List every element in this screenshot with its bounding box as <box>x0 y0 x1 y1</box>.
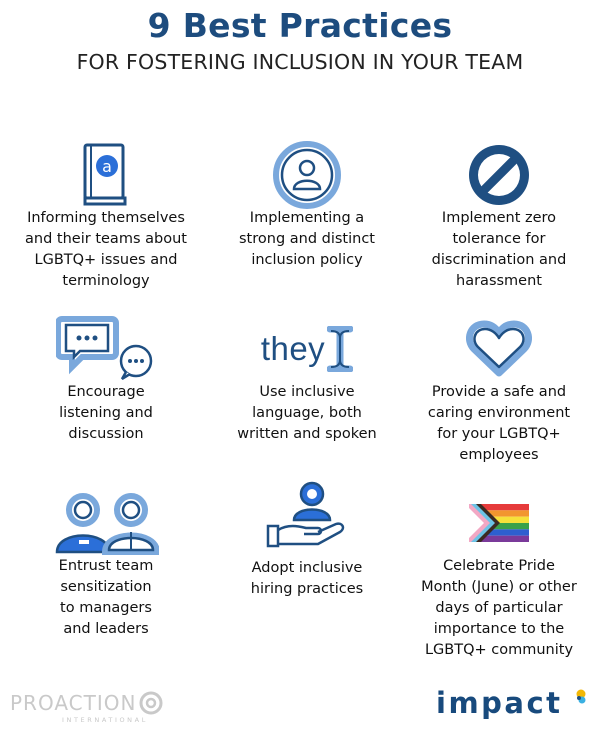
caption-line: Entrust team <box>58 558 154 574</box>
caption-line: Encourage <box>67 384 145 400</box>
caption-line: language, both <box>252 405 362 421</box>
caption-line: harassment <box>456 273 542 289</box>
caption-line: Provide a safe and <box>431 384 567 400</box>
caption-line: to managers <box>60 600 152 616</box>
practice-6-caption <box>399 382 599 466</box>
caption-line: inclusion policy <box>251 252 363 268</box>
caption-line: and leaders <box>63 621 149 637</box>
practice-7-caption <box>6 556 206 640</box>
caption-line: LGBTQ+ issues and <box>34 252 178 268</box>
practice-5-caption <box>207 382 407 445</box>
caption-line: Adopt inclusive <box>251 560 363 576</box>
caption-line: for your LGBTQ+ <box>437 426 561 442</box>
caption-line: Celebrate Pride <box>443 558 555 574</box>
they-icon-text: they <box>260 330 326 367</box>
caption-line: listening and <box>59 405 153 421</box>
practice-8-caption <box>207 558 407 600</box>
proaction-logo-text: PROACTION <box>10 691 137 715</box>
page-subtitle: FOR FOSTERING INCLUSION IN YOUR TEAM <box>76 50 524 74</box>
caption-line: Month (June) or other <box>421 579 577 595</box>
they-text-cursor-icon <box>207 312 407 386</box>
heart-icon <box>399 312 599 386</box>
proaction-logo-subtext: INTERNATIONAL <box>62 716 148 724</box>
caption-line: importance to the <box>433 621 565 637</box>
hand-holding-person-icon <box>207 478 407 552</box>
impact-logo <box>436 686 589 720</box>
caption-line: Informing themselves <box>27 210 185 226</box>
caption-line: employees <box>459 447 539 463</box>
caption-line: sensitization <box>60 579 152 595</box>
impact-logo-mark-icon <box>573 686 589 706</box>
practice-1-caption <box>6 208 206 292</box>
practice-2-caption <box>207 208 407 271</box>
caption-line: caring environment <box>427 405 571 421</box>
page-title: 9 Best Practices <box>147 6 453 45</box>
practice-4-caption <box>6 382 206 445</box>
caption-line: LGBTQ+ community <box>424 642 574 658</box>
proaction-swirl-icon <box>138 690 164 716</box>
practice-3-caption <box>399 208 599 292</box>
book-icon <box>6 138 206 212</box>
proaction-logo <box>10 690 164 724</box>
chat-bubbles-icon <box>6 312 206 386</box>
caption-line: Implementing a <box>249 210 365 226</box>
svg-text:a: a <box>102 157 112 176</box>
caption-line: terminology <box>62 273 150 289</box>
progress-pride-flag-icon <box>399 486 599 560</box>
caption-line: and their teams about <box>25 231 187 247</box>
caption-line: strong and distinct <box>239 231 375 247</box>
caption-line: discrimination and <box>431 252 567 268</box>
caption-line: Implement zero <box>441 210 557 226</box>
caption-line: discussion <box>68 426 144 442</box>
caption-line: days of particular <box>435 600 563 616</box>
person-circle-icon <box>207 138 407 212</box>
caption-line: Use inclusive <box>259 384 355 400</box>
impact-logo-text: impact <box>436 686 563 720</box>
caption-line: hiring practices <box>250 581 364 597</box>
caption-line: written and spoken <box>237 426 377 442</box>
prohibited-icon <box>399 138 599 212</box>
two-people-icon <box>6 486 206 560</box>
practice-9-caption <box>399 556 599 661</box>
caption-line: tolerance for <box>452 231 546 247</box>
